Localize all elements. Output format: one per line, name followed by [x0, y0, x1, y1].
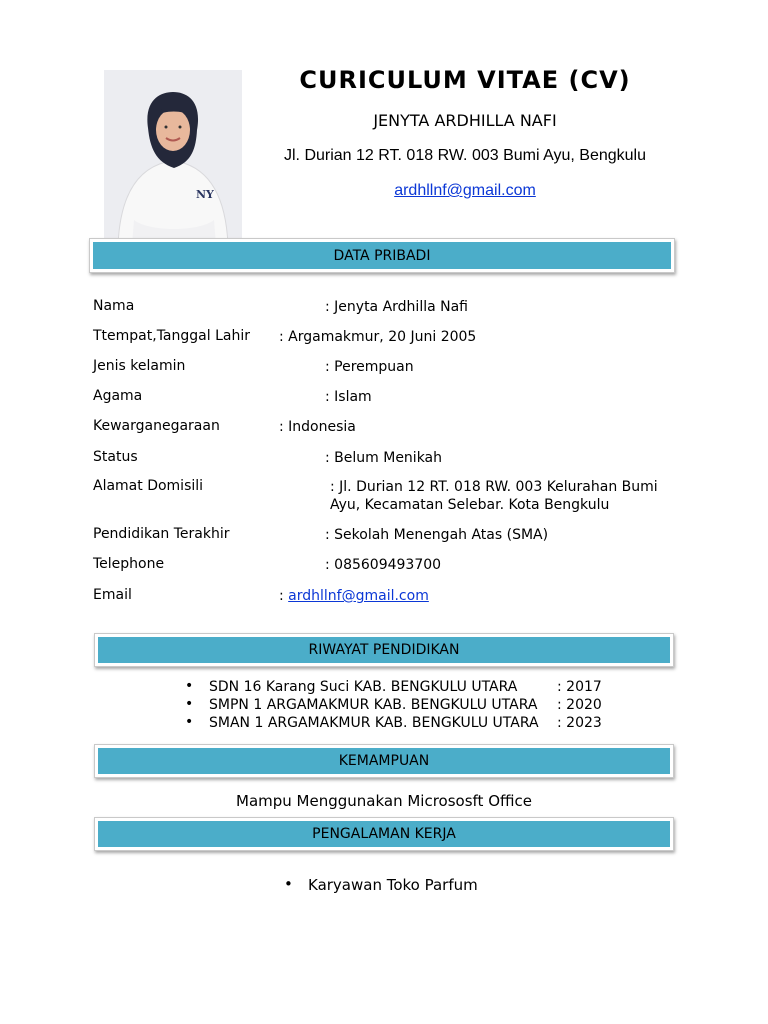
profile-photo: [104, 70, 242, 245]
value-nationality: : Indonesia: [279, 419, 356, 435]
label-address: Alamat Domisili: [93, 478, 204, 494]
section-personal-data: [89, 238, 675, 273]
value-email: [279, 587, 429, 605]
email-link[interactable]: ardhllnf@gmail.com: [394, 182, 536, 199]
bullet-icon: •: [185, 696, 194, 712]
value-religion: : Islam: [325, 389, 372, 405]
edu-year-2: : 2020: [557, 697, 602, 713]
section-title: KEMAMPUAN: [98, 748, 670, 774]
label-nationality: Kewarganegaraan: [93, 418, 220, 434]
bullet-icon: •: [185, 714, 194, 730]
edu-year-1: : 2017: [557, 679, 602, 695]
value-address-line1: : Jl. Durian 12 RT. 018 RW. 003 Kelurahan Bumi: [330, 479, 658, 495]
cv-title: CURICULUM VITAE (CV): [299, 66, 631, 94]
bullet-icon: •: [185, 678, 194, 694]
svg-text:NY: NY: [196, 188, 214, 201]
experience-item-1: Karyawan Toko Parfum: [308, 876, 478, 894]
value-gender: : Perempuan: [325, 359, 414, 375]
label-nama: Nama: [93, 298, 135, 314]
section-title: PENGALAMAN KERJA: [98, 821, 670, 847]
section-title: RIWAYAT PENDIDIKAN: [98, 637, 670, 663]
label-gender: Jenis kelamin: [93, 358, 186, 374]
bullet-icon: •: [284, 875, 293, 893]
section-title: DATA PRIBADI: [93, 242, 671, 269]
section-experience: [94, 817, 674, 851]
value-status: : Belum Menikah: [325, 450, 443, 466]
section-education: [94, 633, 674, 667]
label-education: Pendidikan Terakhir: [93, 526, 230, 542]
edu-school-3: SMAN 1 ARGAMAKMUR KAB. BENGKULU UTARA: [209, 715, 539, 731]
label-telephone: Telephone: [93, 556, 165, 572]
section-skills: [94, 744, 674, 778]
value-nama: : Jenyta Ardhilla Nafi: [325, 299, 469, 315]
label-status: Status: [93, 449, 138, 465]
value-education: : Sekolah Menengah Atas (SMA): [325, 527, 549, 543]
value-telephone: : 085609493700: [325, 557, 442, 573]
applicant-name: JENYTA ARDHILLA NAFI: [373, 111, 557, 130]
header-email: [265, 182, 665, 200]
label-ttl: Ttempat,Tanggal Lahir: [93, 328, 250, 344]
email-prefix: :: [279, 588, 289, 604]
edu-school-1: SDN 16 Karang Suci KAB. BENGKULU UTARA: [209, 679, 518, 695]
label-religion: Agama: [93, 388, 143, 404]
skill-text: Mampu Menggunakan Micrososft Office: [236, 792, 532, 810]
value-address-line2: Ayu, Kecamatan Selebar. Kota Bengkulu: [330, 497, 610, 513]
edu-year-3: : 2023: [557, 715, 602, 731]
applicant-address: Jl. Durian 12 RT. 018 RW. 003 Bumi Ayu, Bengkulu: [284, 147, 646, 164]
label-email: Email: [93, 587, 132, 603]
value-ttl: : Argamakmur, 20 Juni 2005: [279, 329, 477, 345]
edu-school-2: SMPN 1 ARGAMAKMUR KAB. BENGKULU UTARA: [209, 697, 538, 713]
email-link-personal[interactable]: ardhllnf@gmail.com: [288, 588, 429, 604]
